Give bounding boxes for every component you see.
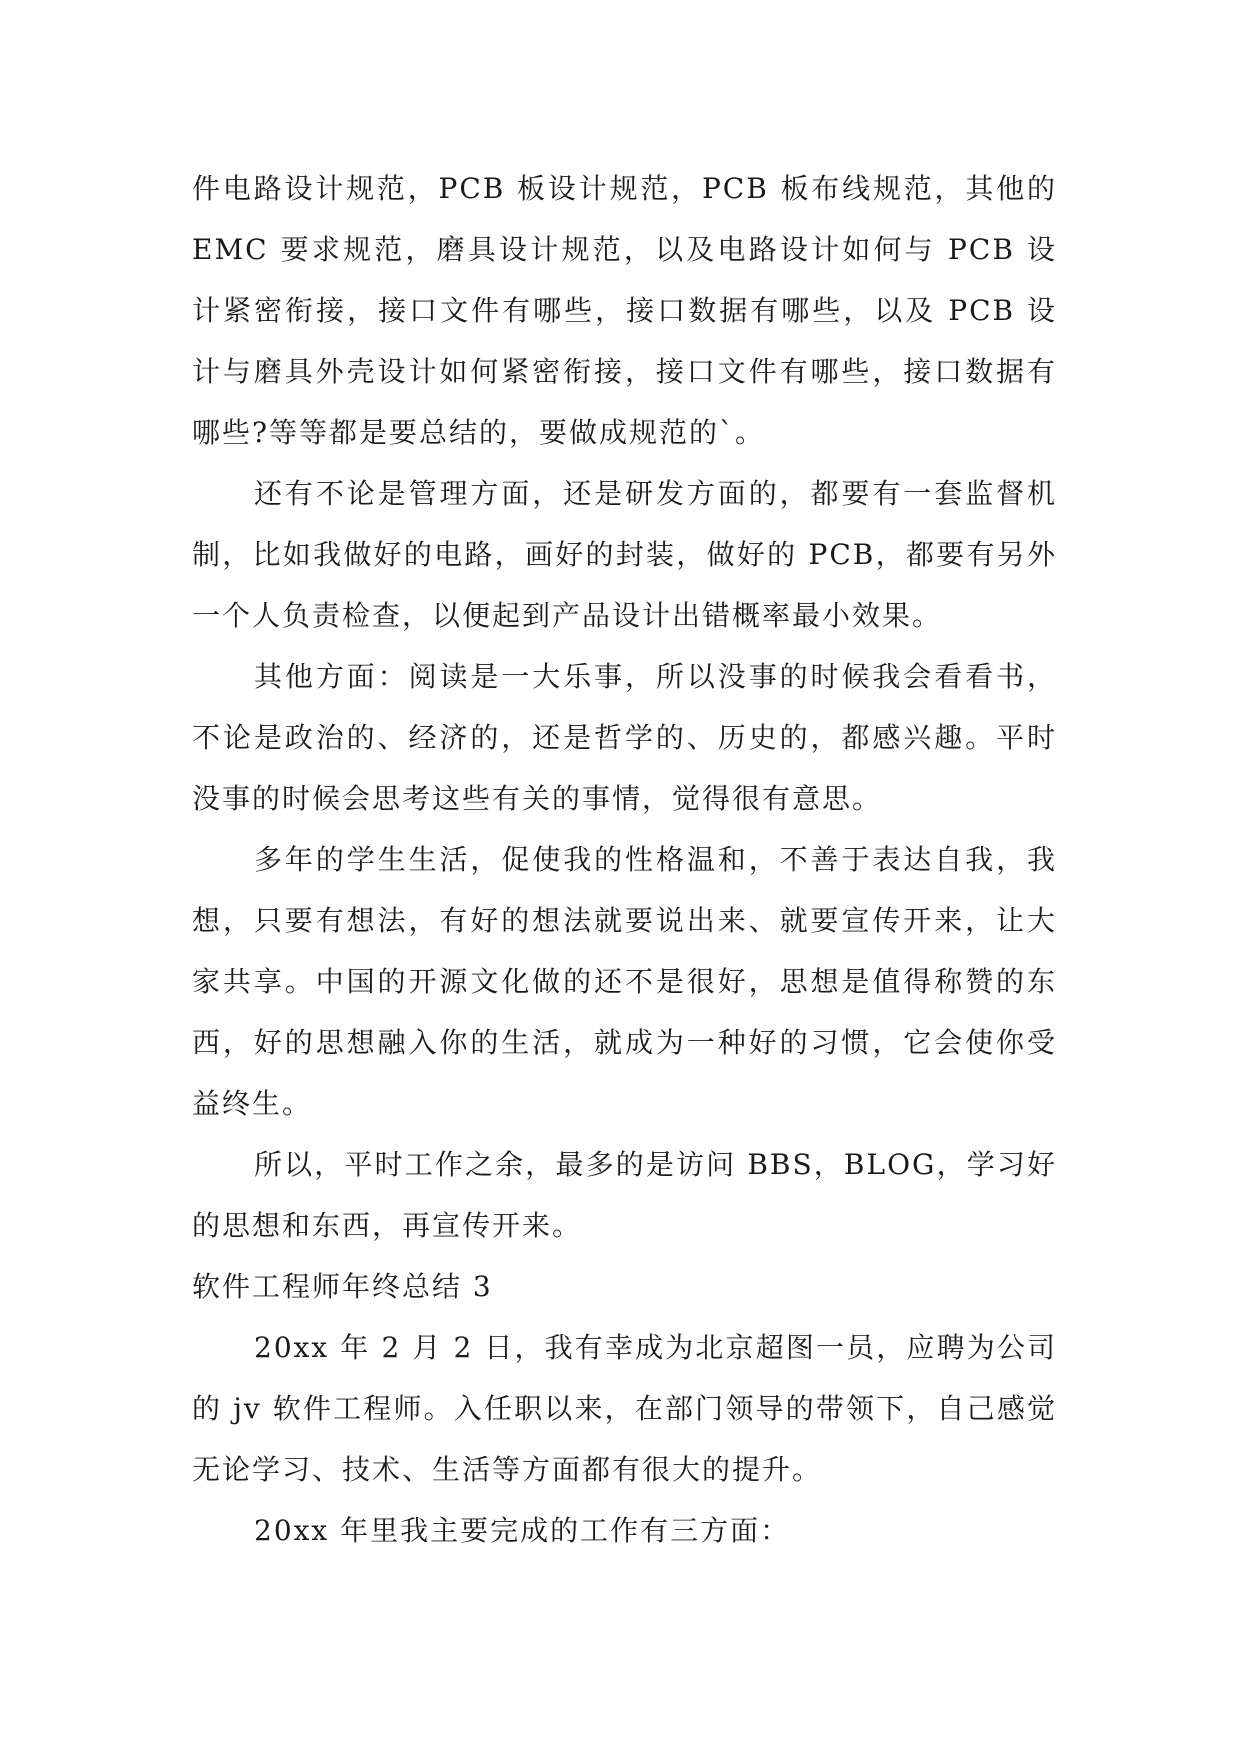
paragraph-bbs-blog: 所以，平时工作之余，最多的是访问 BBS，BLOG，学习好的思想和东西，再宣传开来。 (192, 1148, 1057, 1242)
paragraph-reading: 其他方面：阅读是一大乐事，所以没事的时候我会看看书，不论是政治的、经济的，还是哲学的、历史的，都感兴趣。平时没事的时候会思考这些有关的事情，觉得很有意思。 (192, 660, 1057, 815)
paragraph-work-summary: 20xx 年里我主要完成的工作有三方面： (254, 1514, 791, 1547)
paragraph-supervision: 还有不论是管理方面，还是研发方面的，都要有一套监督机制，比如我做好的电路，画好的封装，做好的 PCB，都要有另外一个人负责检查，以便起到产品设计出错概率最小效果。 (192, 477, 1057, 632)
document-body (192, 158, 1057, 1561)
paragraph-joining: 20xx 年 2 月 2 日，我有幸成为北京超图一员，应聘为公司的 jv 软件工程师。入任职以来，在部门领导的带领下，自己感觉无论学习、技术、生活等方面都有很大的提升。 (192, 1331, 1057, 1486)
section-heading: 软件工程师年终总结 3 (192, 1270, 493, 1303)
paragraph-personality: 多年的学生生活，促使我的性格温和，不善于表达自我，我想，只要有想法，有好的想法就要说出来、就要宣传开来，让大家共享。中国的开源文化做的还不是很好，思想是值得称赞的东西，好的思想融入你的生活，就成为一种好的习惯，它会使你受益终生。 (192, 843, 1057, 1120)
paragraph-pcb-standards: 件电路设计规范，PCB 板设计规范，PCB 板布线规范，其他的EMC 要求规范，磨具设计规范，以及电路设计如何与 PCB 设计紧密衔接，接口文件有哪些，接口数据有哪些，以及 PCB 设计与磨具外壳设计如何紧密衔接，接口文件有哪些，接口数据有哪些?等等都是要总结的，要做成规范的`。 (192, 172, 1057, 449)
